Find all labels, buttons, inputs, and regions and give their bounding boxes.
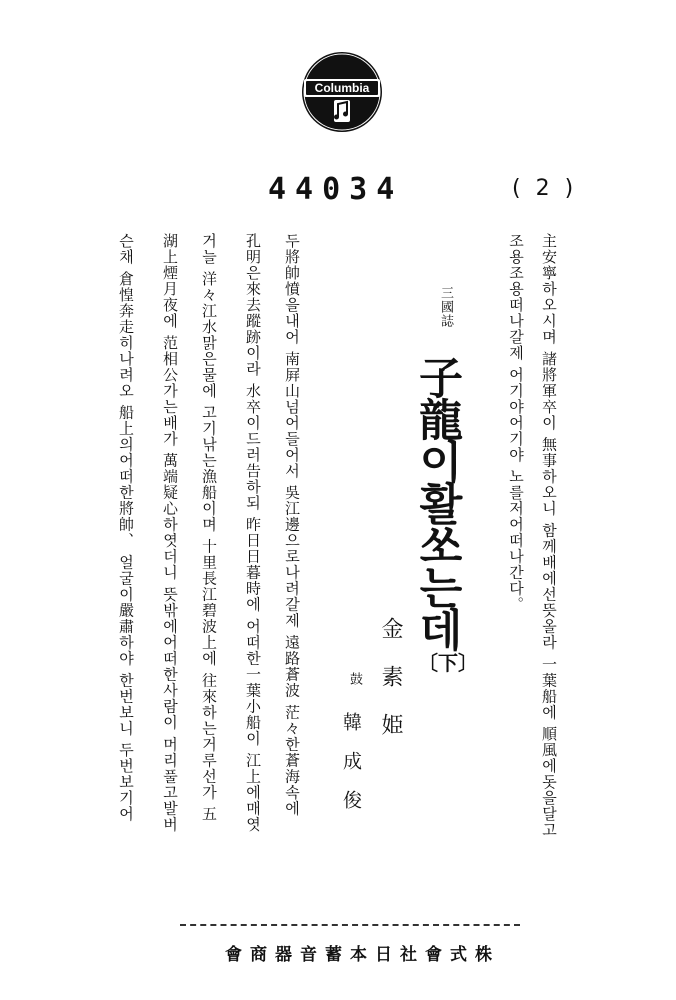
drummer-role: 鼓 bbox=[347, 672, 362, 685]
singer-name: 金素姫 bbox=[378, 617, 403, 761]
work-subtitle: 三國誌 bbox=[438, 286, 453, 328]
record-number: 44034 bbox=[268, 172, 404, 207]
lyric-line-5: 거늘 洋々江水맑은물에 고기낚는漁船이며 十里長江碧波上에 往來하는거루선가 五 bbox=[200, 233, 218, 822]
lyric-line-6: 湖上煙月夜에 范相公가는배가 萬端疑心하엿더니 뜻밖에어떠한사람이 머리풀고발버 bbox=[161, 233, 179, 833]
song-title: 子龍이활쏘는데 bbox=[411, 355, 462, 649]
columbia-logo-icon bbox=[301, 51, 383, 133]
columbia-logo bbox=[301, 51, 383, 133]
publisher-name: 會商器音蓄本日社會式株 bbox=[225, 945, 500, 965]
lyric-line-1: 主安寧하오시며 諸將軍卒이 無事하오니 함께배에선뜻올라 一葉船에 順風에돗을달고 bbox=[540, 233, 558, 838]
lyric-line-7: 슨채 倉惶奔走히나려오 船上의어떠한將帥、 얼굴이嚴肅하야 한번보니 두번보기어 bbox=[117, 233, 135, 822]
side-number: ( 2 ) bbox=[512, 176, 578, 201]
lyric-line-2: 조용조용떠나갈제 어기야어기야 노를저어떠나간다。 bbox=[507, 233, 525, 613]
part-label: 〔下〕 bbox=[418, 651, 478, 675]
logo-text: Columbia bbox=[314, 81, 370, 95]
lyric-line-4: 孔明은來去蹤跡이라 水卒이드러告하되 昨日日暮時에 어떠한一葉小船이 江上에매엿 bbox=[244, 233, 262, 833]
lyric-line-3: 두將帥憤을내어 南屛山넘어들어서 吳江邊으로나려갈제 遠路蒼波 茫々한蒼海속에 bbox=[283, 233, 301, 817]
footer-divider bbox=[180, 924, 520, 926]
drummer-name: 韓成俊 bbox=[340, 712, 362, 829]
